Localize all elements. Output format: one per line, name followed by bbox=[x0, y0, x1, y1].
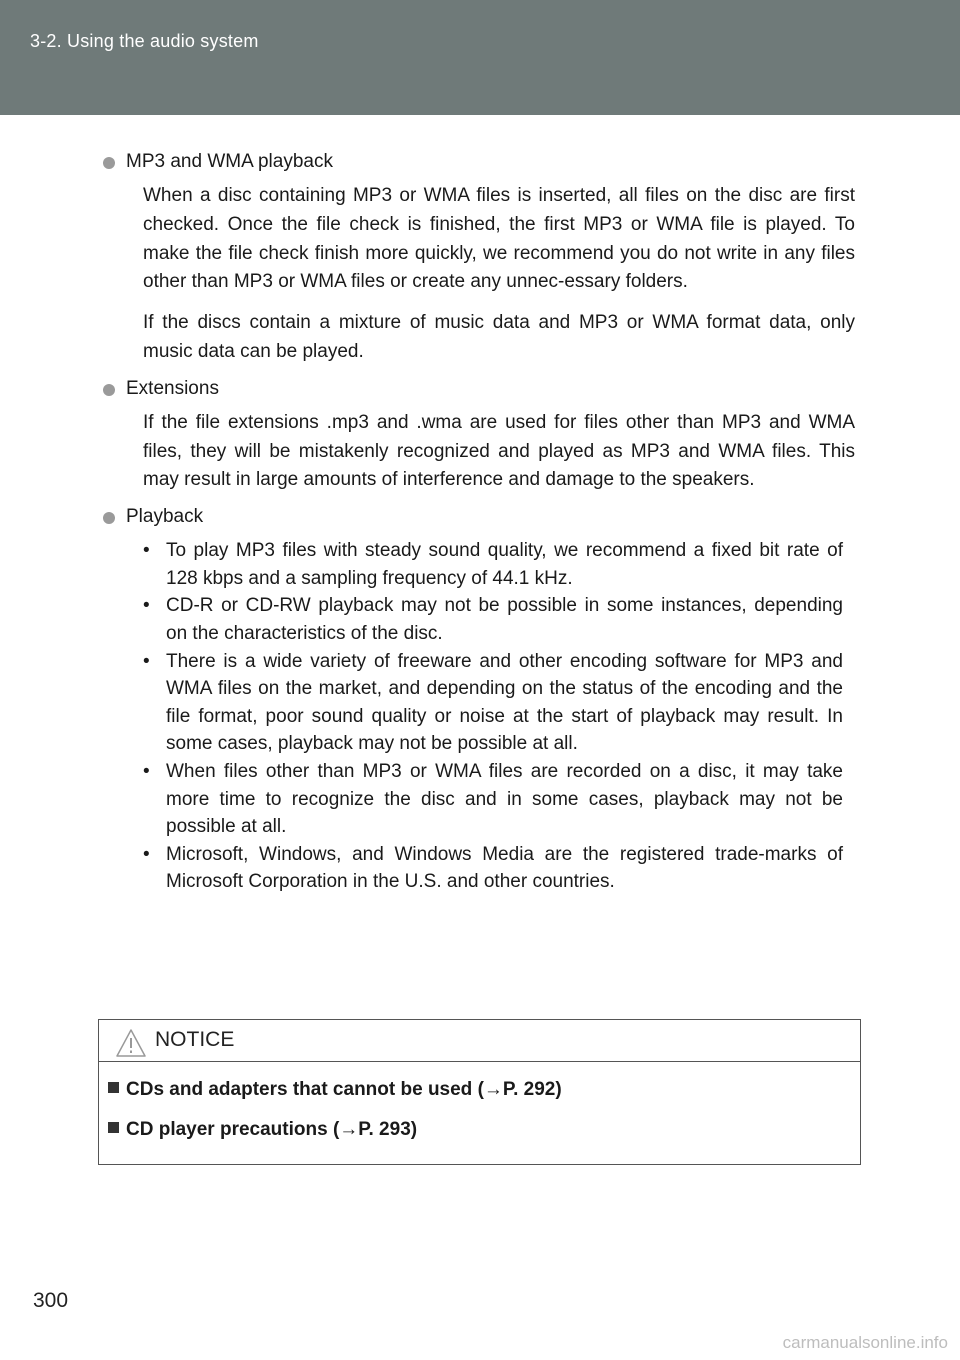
list-item: • There is a wide variety of freeware and other encoding software for MP3 and WMA files on the market, and depending on the status of the encoding and the file format, poor sound quality or noise at the start of playback may result. In some cases, playback may not be possible at all. bbox=[143, 650, 843, 755]
notice-link-cd-precautions[interactable]: CD player precautions (→P. 293) bbox=[108, 1119, 417, 1141]
playback-list bbox=[143, 537, 843, 896]
bullet-dot-icon bbox=[103, 512, 115, 524]
watermark: carmanualsonline.info bbox=[782, 1333, 948, 1352]
square-bullet-icon bbox=[108, 1122, 119, 1133]
section-heading-extensions: Extensions bbox=[126, 375, 856, 403]
section-heading-mp3-wma: MP3 and WMA playback bbox=[126, 148, 856, 176]
notice-title: NOTICE bbox=[155, 1028, 235, 1051]
section-heading-playback: Playback bbox=[126, 503, 856, 531]
page-number: 300 bbox=[33, 1289, 69, 1312]
page-content bbox=[126, 148, 856, 896]
notice-box bbox=[98, 1019, 861, 1165]
square-bullet-icon bbox=[108, 1082, 119, 1093]
paragraph: If the discs contain a mixture of music data and MP3 or WMA format data, only music data can be played. bbox=[143, 312, 855, 362]
bullet-dot-icon bbox=[103, 384, 115, 396]
list-item: • CD-R or CD-RW playback may not be possible in some instances, depending on the characteristics of the disc. bbox=[143, 595, 843, 644]
section-title: 3-2. Using the audio system bbox=[30, 31, 259, 51]
list-item: • Microsoft, Windows, and Windows Media are the registered trade-marks of Microsoft Corporation in the U.S. and other countries. bbox=[143, 843, 843, 893]
notice-header bbox=[99, 1020, 860, 1062]
paragraph: When a disc containing MP3 or WMA files is inserted, all files on the disc are first checked. Once the file check is finished, the first MP3 or WMA file is played. To make the file check finish more quickly, we recommend you do not write in any files other than MP3 or WMA files or create any unnec-essary folders. bbox=[143, 185, 855, 293]
notice-link-cds-adapters[interactable]: CDs and adapters that cannot be used (→P. 292) bbox=[108, 1079, 562, 1101]
paragraph: If the file extensions .mp3 and .wma are used for files other than MP3 and WMA files, they will be mistakenly recognized and played as MP3 and WMA files. This may result in large amounts of interference and damage to the speakers. bbox=[143, 411, 855, 491]
section-header-bar bbox=[0, 0, 960, 115]
list-item: • When files other than MP3 or WMA files are recorded on a disc, it may take more time to recognize the disc and in some cases, playback may not be possible at all. bbox=[143, 760, 843, 838]
warning-triangle-icon bbox=[115, 1028, 147, 1058]
list-item: • To play MP3 files with steady sound quality, we recommend a fixed bit rate of 128 kbps and a sampling frequency of 44.1 kHz. bbox=[143, 540, 843, 589]
bullet-dot-icon bbox=[103, 157, 115, 169]
